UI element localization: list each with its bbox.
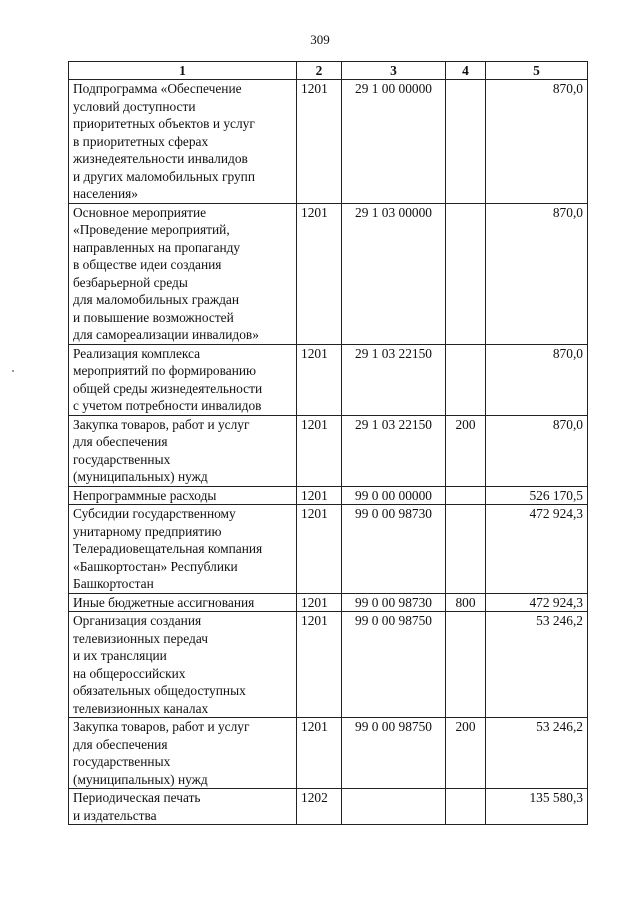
table-row [69, 415, 588, 486]
row-amount: 870,0 [486, 344, 588, 415]
row-section: 1201 [297, 486, 342, 505]
row-expense-type: 800 [446, 593, 486, 612]
row-target-article [342, 789, 446, 825]
margin-mark [12, 370, 14, 372]
row-amount: 472 924,3 [486, 505, 588, 594]
row-target-article: 99 0 00 98750 [342, 612, 446, 718]
row-expense-type: 200 [446, 415, 486, 486]
table-row [69, 486, 588, 505]
header-col-5: 5 [486, 62, 588, 80]
row-expense-type [446, 486, 486, 505]
row-expense-type: 200 [446, 718, 486, 789]
row-section: 1201 [297, 203, 342, 344]
row-section: 1201 [297, 718, 342, 789]
row-section: 1201 [297, 612, 342, 718]
row-name: Закупка товаров, работ и услуг для обеспечения государственных (муниципальных) нужд [69, 415, 297, 486]
table-row [69, 203, 588, 344]
row-target-article: 99 0 00 98750 [342, 718, 446, 789]
header-col-2: 2 [297, 62, 342, 80]
row-amount: 53 246,2 [486, 718, 588, 789]
table-row [69, 344, 588, 415]
row-name: Подпрограмма «Обеспечение условий доступности приоритетных объектов и услуг в приоритетных сферах жизнедеятельности инвалидов и других маломобильных групп населения» [69, 80, 297, 204]
row-target-article: 99 0 00 00000 [342, 486, 446, 505]
row-target-article: 99 0 00 98730 [342, 593, 446, 612]
table-body [69, 80, 588, 825]
row-name: Субсидии государственному унитарному предприятию Телерадиовещательная компания «Башкортостан» Республики Башкортостан [69, 505, 297, 594]
row-expense-type [446, 80, 486, 204]
row-name: Непрограммные расходы [69, 486, 297, 505]
row-amount: 870,0 [486, 80, 588, 204]
row-expense-type [446, 505, 486, 594]
row-name: Периодическая печать и издательства [69, 789, 297, 825]
table-row [69, 718, 588, 789]
header-col-4: 4 [446, 62, 486, 80]
header-col-1: 1 [69, 62, 297, 80]
row-section: 1201 [297, 593, 342, 612]
table-header [69, 62, 588, 80]
row-target-article: 29 1 03 22150 [342, 344, 446, 415]
table-row [69, 505, 588, 594]
row-target-article: 29 1 03 22150 [342, 415, 446, 486]
table-row [69, 612, 588, 718]
table-row [69, 593, 588, 612]
row-expense-type [446, 203, 486, 344]
row-target-article: 29 1 03 00000 [342, 203, 446, 344]
row-target-article: 29 1 00 00000 [342, 80, 446, 204]
row-amount: 870,0 [486, 203, 588, 344]
row-target-article: 99 0 00 98730 [342, 505, 446, 594]
row-expense-type [446, 789, 486, 825]
row-section: 1202 [297, 789, 342, 825]
row-amount: 53 246,2 [486, 612, 588, 718]
header-row [69, 62, 588, 80]
row-expense-type [446, 612, 486, 718]
row-section: 1201 [297, 415, 342, 486]
table-row [69, 80, 588, 204]
row-name: Иные бюджетные ассигнования [69, 593, 297, 612]
row-expense-type [446, 344, 486, 415]
row-amount: 870,0 [486, 415, 588, 486]
row-name: Основное мероприятие «Проведение мероприятий, направленных на пропаганду в обществе идеи создания безбарьерной среды для маломобильных граждан и повышение возможностей для самореализации инвалидов» [69, 203, 297, 344]
row-name: Организация создания телевизионных передач и их трансляции на общероссийских обязательных общедоступных телевизионных каналах [69, 612, 297, 718]
row-amount: 135 580,3 [486, 789, 588, 825]
row-section: 1201 [297, 505, 342, 594]
row-name: Закупка товаров, работ и услуг для обеспечения государственных (муниципальных) нужд [69, 718, 297, 789]
row-name: Реализация комплекса мероприятий по формированию общей среды жизнедеятельности с учетом потребности инвалидов [69, 344, 297, 415]
row-section: 1201 [297, 80, 342, 204]
row-amount: 526 170,5 [486, 486, 588, 505]
table-row [69, 789, 588, 825]
page-number: 309 [310, 32, 330, 47]
header-col-3: 3 [342, 62, 446, 80]
budget-table [68, 61, 588, 825]
row-amount: 472 924,3 [486, 593, 588, 612]
row-section: 1201 [297, 344, 342, 415]
